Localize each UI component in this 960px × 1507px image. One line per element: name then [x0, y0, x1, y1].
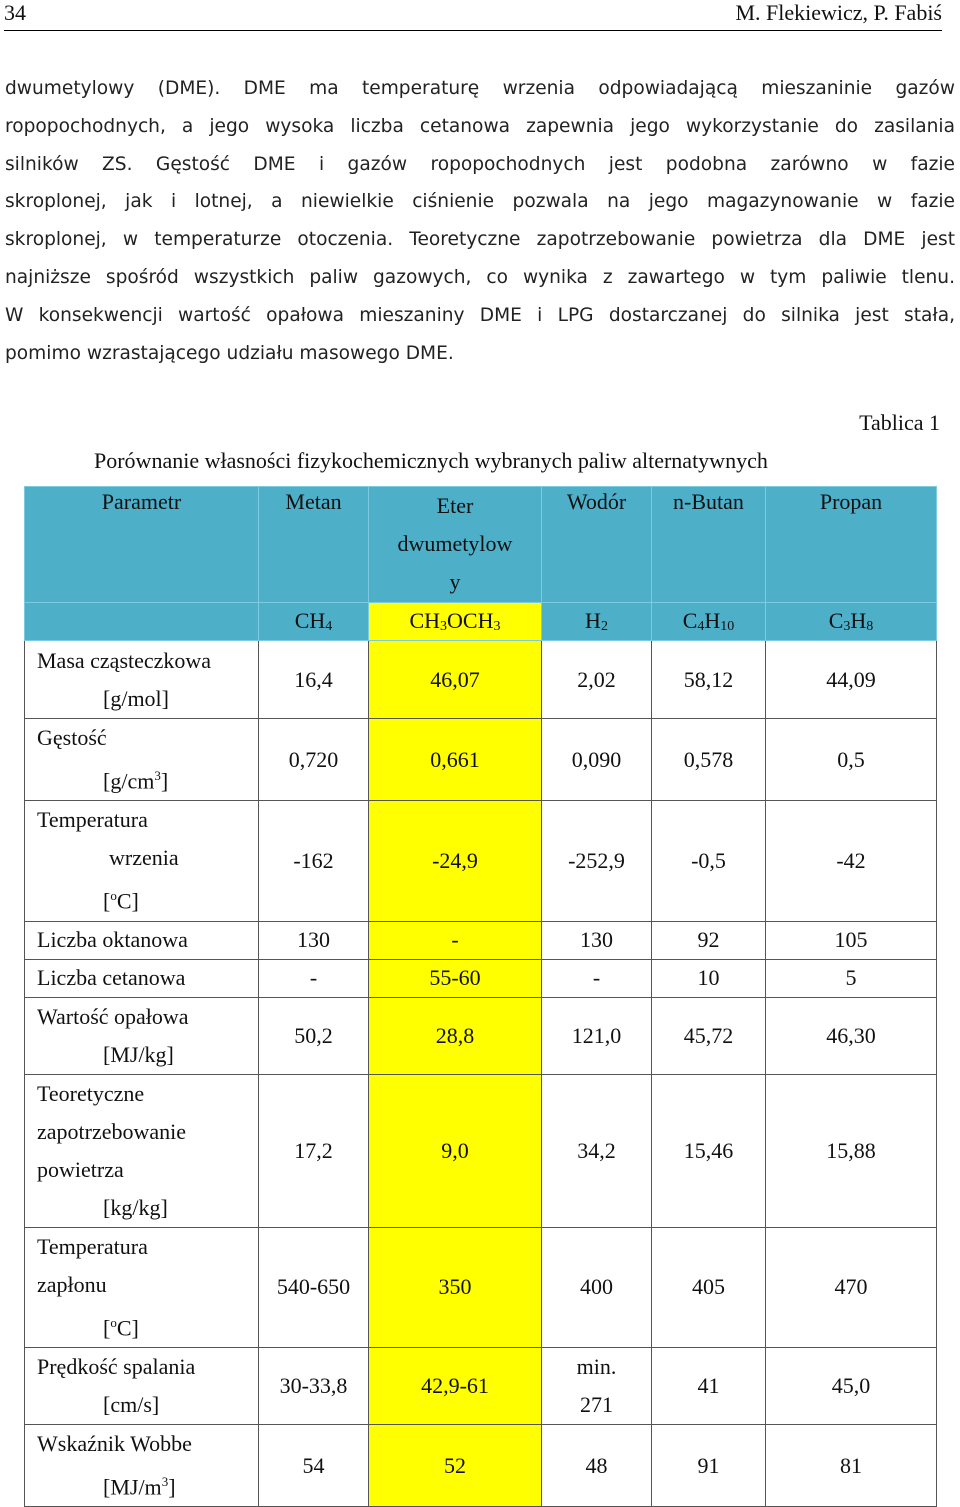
table-caption: Porównanie własności fizykochemicznych wybranych paliw alternatywnych [94, 448, 768, 473]
cell-butan: 45,72 [652, 997, 766, 1074]
cell-dme: 55-60 [369, 959, 542, 997]
row-label: Prędkość spalania [cm/s] [25, 1347, 259, 1424]
paragraph-line: skroplonej, jak i lotnej, a niewielkie ciśnienie pozwala na jego magazynowanie w fazie [5, 191, 955, 213]
table-row [25, 641, 937, 719]
row-label: Temperatura wrzenia [$^o$C] [25, 801, 259, 921]
cell-propan: 46,30 [766, 997, 937, 1074]
paragraph-line: pomimo wzrastającego udziału masowego DME. [5, 342, 454, 364]
formula-dme: $CH_3OCH_3$ [369, 603, 542, 641]
cell-butan: -0,5 [652, 801, 766, 921]
row-label: Liczba cetanowa [25, 959, 259, 997]
formula-c4h10: $C_4H_{10}$ [652, 603, 766, 641]
cell-wodor: 0,090 [542, 719, 652, 801]
cell-metan: 540-650 [259, 1227, 369, 1347]
cell-metan: 16,4 [259, 641, 369, 719]
cell-propan: 5 [766, 959, 937, 997]
paragraph-line: ropopochodnych, a jego wysoka liczba cetanowa zapewnia jego wykorzystanie do zasilania [5, 115, 955, 137]
row-label: Gęstość $[g/cm^3]$ [25, 719, 259, 801]
formula-h2: $H_2$ [542, 603, 652, 641]
formula-row [25, 603, 937, 641]
cell-propan: 105 [766, 921, 937, 959]
cell-metan: 130 [259, 921, 369, 959]
table-row [25, 1227, 937, 1347]
cell-propan: -42 [766, 801, 937, 921]
page-header [4, 0, 942, 31]
cell-propan: 44,09 [766, 641, 937, 719]
row-label: Wartość opałowa [MJ/kg] [25, 997, 259, 1074]
header-propan: Propan [766, 487, 937, 603]
cell-metan: 17,2 [259, 1074, 369, 1227]
row-label: Liczba oktanowa [25, 921, 259, 959]
row-label: Teoretyczne zapotrzebowanie powietrza [kg/kg] [25, 1074, 259, 1227]
header-wodor: Wodór [542, 487, 652, 603]
header-metan: Metan [259, 487, 369, 603]
cell-wodor: min. 271 [542, 1347, 652, 1424]
paragraph-line: W konsekwencji wartość opałowa mieszaniny DME i LPG dostarczanej do silnika jest stała, [5, 304, 955, 326]
table-row [25, 801, 937, 921]
cell-metan: 50,2 [259, 997, 369, 1074]
paragraph-line: dwumetylowy (DME). DME ma temperaturę wrzenia odpowiadającą mieszaninie gazów [5, 78, 955, 99]
table-row [25, 997, 937, 1074]
cell-butan: 15,46 [652, 1074, 766, 1227]
table-row [25, 1074, 937, 1227]
cell-propan: 0,5 [766, 719, 937, 801]
header-eter-line: y [449, 569, 461, 594]
table-header-row [25, 487, 937, 603]
cell-propan: 15,88 [766, 1074, 937, 1227]
cell-dme: - [369, 921, 542, 959]
cell-butan: 0,578 [652, 719, 766, 801]
cell-dme: -24,9 [369, 801, 542, 921]
row-label: Wskaźnik Wobbe $[MJ/m^3]$ [25, 1424, 259, 1506]
cell-butan: 405 [652, 1227, 766, 1347]
cell-dme: 42,9-61 [369, 1347, 542, 1424]
cell-wodor: 48 [542, 1424, 652, 1506]
running-head-authors: M. Flekiewicz, P. Fabiś [735, 0, 942, 25]
cell-metan: 0,720 [259, 719, 369, 801]
cell-wodor: -252,9 [542, 801, 652, 921]
cell-butan: 91 [652, 1424, 766, 1506]
cell-propan: 470 [766, 1227, 937, 1347]
cell-propan: 45,0 [766, 1347, 937, 1424]
cell-butan: 41 [652, 1347, 766, 1424]
paragraph-line: skroplonej, w temperaturze otoczenia. Teoretyczne zapotrzebowanie powietrza dla DME jest [5, 229, 955, 251]
cell-butan: 10 [652, 959, 766, 997]
cell-wodor: 121,0 [542, 997, 652, 1074]
cell-metan: 54 [259, 1424, 369, 1506]
cell-dme: 0,661 [369, 719, 542, 801]
cell-wodor: 400 [542, 1227, 652, 1347]
paragraph-line: silników ZS. Gęstość DME i gazów ropopochodnych jest podobna zarówno w fazie [5, 153, 955, 175]
cell-dme: 28,8 [369, 997, 542, 1074]
cell-metan: - [259, 959, 369, 997]
table-number: Tablica 1 [859, 410, 940, 435]
paragraph-line: najniższe spośród wszystkich paliw gazowych, co wynika z zawartego w tym paliwie tlenu. [5, 266, 955, 288]
cell-dme: 46,07 [369, 641, 542, 719]
cell-wodor: - [542, 959, 652, 997]
cell-wodor: 2,02 [542, 641, 652, 719]
page-number: 34 [4, 0, 26, 25]
cell-wodor: 34,2 [542, 1074, 652, 1227]
table-row [25, 921, 937, 959]
cell-butan: 92 [652, 921, 766, 959]
cell-propan: 81 [766, 1424, 937, 1506]
header-eter [369, 487, 542, 603]
cell-dme: 350 [369, 1227, 542, 1347]
header-butan: n-Butan [652, 487, 766, 603]
cell-dme: 9,0 [369, 1074, 542, 1227]
cell-butan: 58,12 [652, 641, 766, 719]
formula-empty [25, 603, 259, 641]
header-parametr: Parametr [25, 487, 259, 603]
header-eter-line: dwumetylow [397, 531, 513, 556]
properties-table [24, 486, 937, 1507]
table-row [25, 719, 937, 801]
formula-c3h8: $C_3H_8$ [766, 603, 937, 641]
cell-metan: 30-33,8 [259, 1347, 369, 1424]
table-row [25, 959, 937, 997]
cell-wodor: 130 [542, 921, 652, 959]
cell-metan: -162 [259, 801, 369, 921]
table-row [25, 1347, 937, 1424]
body-paragraph [5, 70, 955, 372]
row-label: Temperatura zapłonu [$^o$C] [25, 1227, 259, 1347]
formula-ch4: $CH_4$ [259, 603, 369, 641]
header-eter-line: Eter [436, 493, 474, 518]
cell-dme: 52 [369, 1424, 542, 1506]
table-row [25, 1424, 937, 1506]
row-label: Masa cząsteczkowa [g/mol] [25, 641, 259, 719]
